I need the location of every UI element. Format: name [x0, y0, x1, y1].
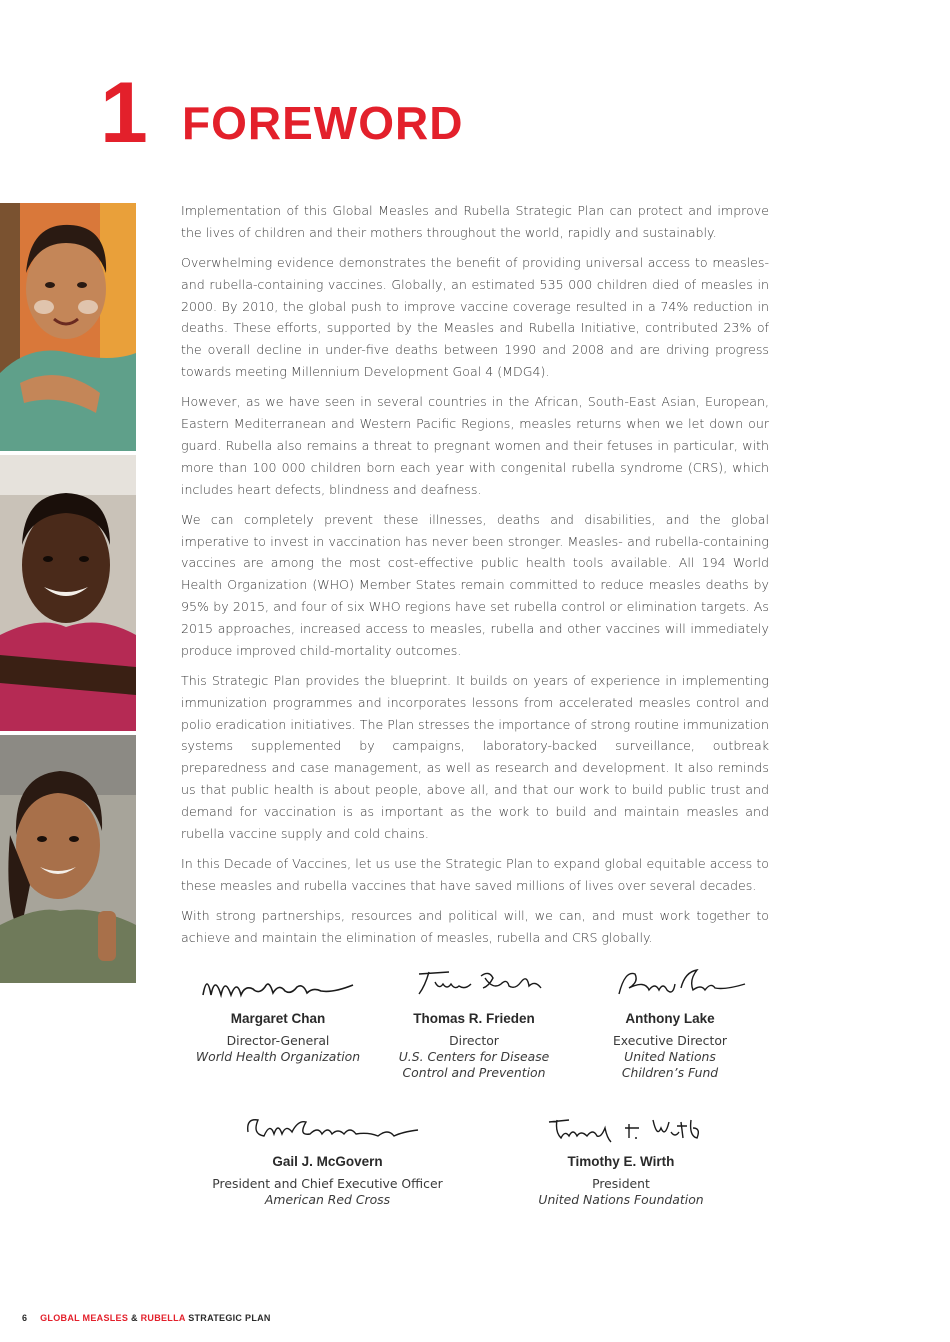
paragraph: In this Decade of Vaccines, let us use the Strategic Plan to expand global equitable access to these measles and rubella vaccines that have saved millions of lives over several decades.: [181, 855, 769, 893]
signatory-organization: American Red Cross: [264, 1192, 391, 1207]
paragraph: We can completely prevent these illnesses, deaths and disabilities, and the global imperative to invest in vaccination has never been stronger. Measles- and rubella-containing vaccines are among the most cost-effective public health tools available. All 194 World Health Organization (WHO) Member States remain committed to reduce measles deaths by 95% by 2015, and four of six WHO regions have set rubella control or elimination targets. As 2015 approaches, increased access to measles, rubella and other vaccines will immediately produce improved child-mortality outcomes.: [181, 511, 769, 658]
paragraph: With strong partnerships, resources and political will, we can, and must work together to achieve and maintain the elimination of measles, rubella and CRS globally.: [181, 907, 769, 945]
signatory-organization-line2: Control and Prevention: [402, 1065, 546, 1080]
child-photo-3: [0, 735, 136, 983]
child-photo-2: [0, 455, 136, 731]
signatory-name: Timothy E. Wirth: [567, 1154, 675, 1169]
page-number: 6: [22, 1313, 28, 1323]
signatory-name: Thomas R. Frieden: [413, 1011, 535, 1026]
child-photo-1: [0, 203, 136, 451]
page-footer: [22, 1313, 271, 1323]
signatory-organization: United Nations Foundation: [538, 1192, 704, 1207]
paragraph: Implementation of this Global Measles and Rubella Strategic Plan can protect and improve the lives of children and their mothers throughout the world, rapidly and sustainably.: [181, 203, 769, 240]
signatory-title: Director-General: [226, 1033, 330, 1048]
paragraph: This Strategic Plan provides the blueprint. It builds on years of experience in implementing immunization programmes and incorporates lessons from accelerated measles control and polio eradication initiatives. The Plan stresses the importance of strong routine immunization systems supplemented by campaigns, laboratory-backed surveillance, outbreak preparedness and case management, as well as research and development. It also reminds us that public health is about people, above all, and that our work to build public trust and demand for vaccination is as important as the work to build and maintain measles and rubella vaccine supply and cold chains.: [181, 672, 769, 841]
signatory-organization: U.S. Centers for Disease: [398, 1049, 550, 1064]
page-title: FOREWORD: [182, 97, 464, 149]
signatory-title: Executive Director: [612, 1033, 728, 1048]
signatory-name: Anthony Lake: [625, 1011, 715, 1026]
signatory-title: President: [592, 1176, 650, 1191]
signatory-name: Margaret Chan: [230, 1011, 326, 1026]
footer-title-part3: STRATEGIC PLAN: [188, 1313, 271, 1323]
footer-title-part1: GLOBAL MEASLES: [40, 1313, 129, 1323]
chapter-number: 1: [100, 65, 148, 161]
signatory-title: President and Chief Executive Officer: [212, 1176, 443, 1191]
paragraph: Overwhelming evidence demonstrates the benefit of providing universal access to measles- and rubella-containing vaccines. Globally, an estimated 535 000 children died of measles in 2000. By 2010, the global push to improve vaccine coverage resulted in a 74% reduction in deaths. These efforts, supported by the Measles and Rubella Initiative, contributed 23% of the overall decline in under-five deaths between 1990 and 2008 and are driving progress towards meeting Millennium Development Goal 4 (MDG4).: [181, 255, 769, 380]
handwritten-signature-frieden: [389, 960, 559, 1005]
signature-block-mcgovern: [200, 1108, 455, 1208]
paragraph: However, as we have seen in several countries in the African, South-East Asian, European, Eastern Mediterranean and Western Pacific Regions, measles returns when we let down our guard. Rubella also remains a threat to pregnant women and their fetuses in particular, with more than 100 000 children born each year with congenital rubella syndrome (CRS), which includes heart defects, blindness and deafness.: [181, 394, 769, 497]
signature-block-lake: [572, 960, 768, 1081]
signature-block-wirth: [510, 1108, 732, 1208]
signatory-title: Director: [449, 1033, 499, 1048]
handwritten-signature-chan: [193, 965, 363, 1005]
handwritten-signature-lake: [585, 960, 755, 1005]
signature-block-frieden: [376, 960, 572, 1081]
foreword-body: [181, 200, 769, 957]
footer-ampersand: &: [130, 1313, 138, 1323]
signatory-name: Gail J. McGovern: [272, 1154, 383, 1169]
handwritten-signature-mcgovern: [218, 1108, 438, 1148]
signatory-organization: United Nations: [624, 1049, 716, 1064]
signature-block-chan: [180, 965, 376, 1065]
signatory-organization-line2: Children’s Fund: [621, 1065, 719, 1080]
handwritten-signature-wirth: [521, 1108, 721, 1148]
footer-title-part2: RUBELLA: [140, 1313, 186, 1323]
signatory-organization: World Health Organization: [195, 1049, 361, 1064]
